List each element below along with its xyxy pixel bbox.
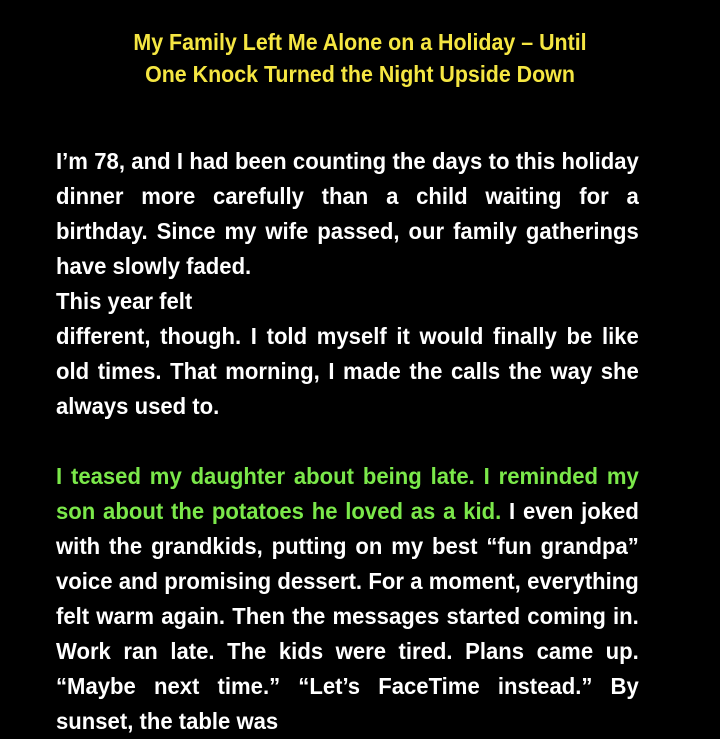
paragraph-1-text-c: different, though. I told myself it would finally be like old times. That morning, I made the calls the way she always used to.: [56, 323, 639, 419]
paragraph-1-text-a: I’m 78, and I had been counting the days to this holiday dinner more carefully than a child waiting for a birthday. Since my wife passed, our family gatherings have slowly faded.: [56, 148, 639, 279]
paragraph-1-text-b: This year felt: [56, 288, 193, 314]
article-title: [62, 26, 657, 90]
paragraph-2-text: I even joked with the grandkids, putting on my best “fun grandpa” voice and promising dessert. For a moment, everything felt warm again. Then the messages started coming in. Work ran late. The kids were tired. Plans came up. “Maybe next time.” “Let’s FaceTime instead.” By sunset, the table was: [56, 498, 639, 734]
article-title-line-1: My Family Left Me Alone on a Holiday – Until: [133, 29, 587, 55]
paragraph-2: [56, 459, 639, 739]
article-title-line-2: One Knock Turned the Night Upside Down: [145, 61, 575, 87]
paragraph-1: [56, 144, 639, 424]
article-body: [56, 144, 639, 739]
paragraph-2-highlight: I teased my daughter about being late. I reminded my son about the potatoes he loved as a kid.: [56, 463, 639, 524]
